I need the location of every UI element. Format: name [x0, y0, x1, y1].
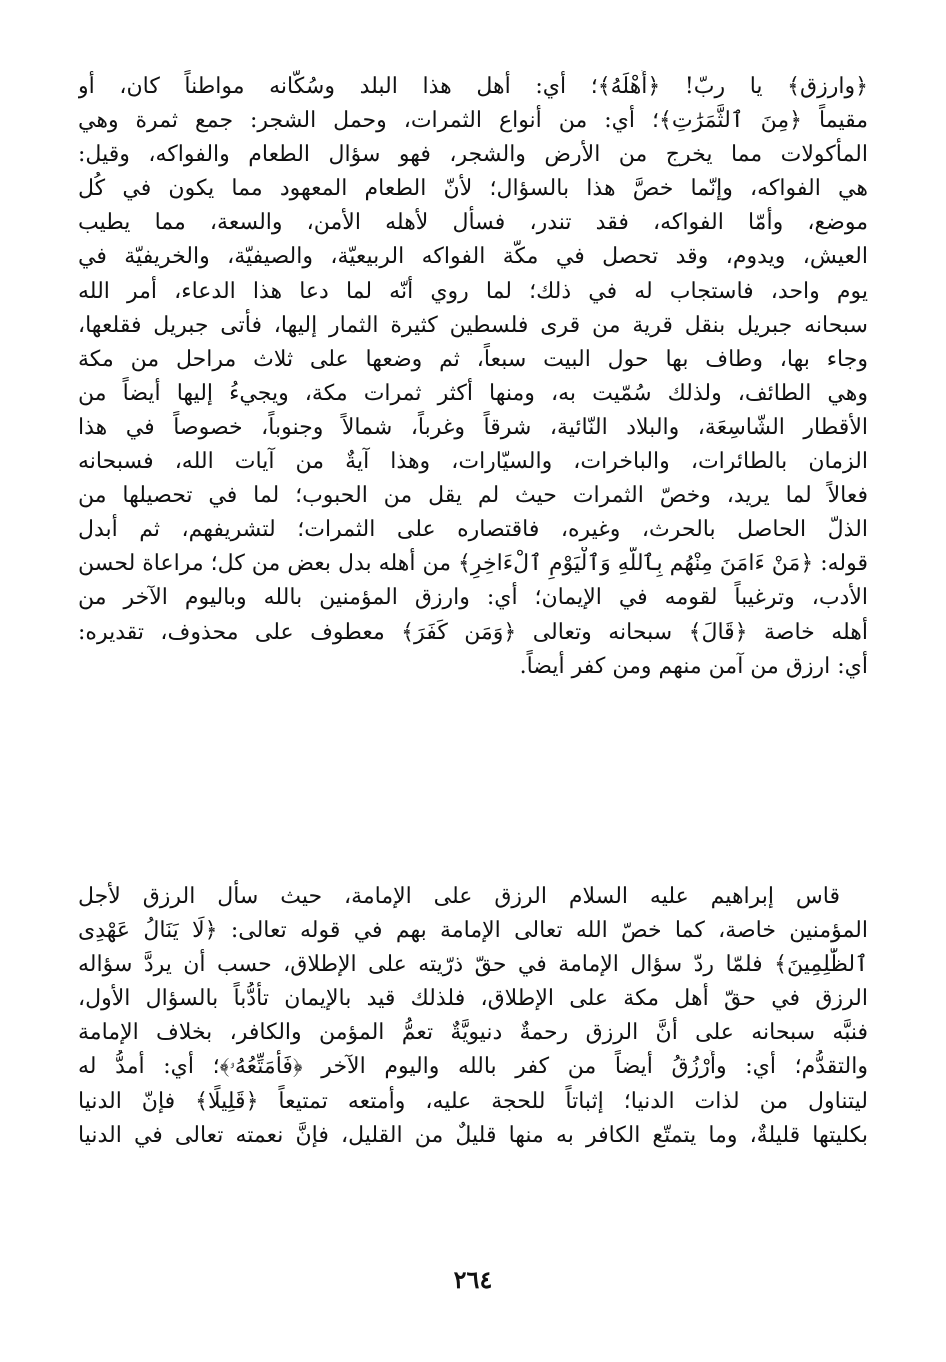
- paragraph-1: [78, 70, 868, 684]
- text-line: الرزق في حقّ أهل مكة على الإطلاق، فلذلك قيد بالإيمان تأدُّباً بالسؤال الأول،: [78, 986, 868, 1012]
- text-line: العيش، ويدوم، وقد تحصل في مكّة الفواكه الربيعيّة، والصيفيّة، والخريفيّة في: [78, 244, 868, 270]
- text-line: المؤمنين خاصة، كما خصّ الله تعالى الإمامة بهم في قوله تعالى: ﴿لَا يَنَالُ عَهْدِى: [78, 918, 868, 944]
- text-line: قوله: ﴿مَنْ ءَامَنَ مِنْهُم بِٱللَّهِ وَٱلْيَوْمِ ٱلْءَاخِرِ﴾ من أهله بدل بعض من كل؛ مراعاة لحسن: [78, 551, 868, 577]
- text-line: ٱلظَّٰلِمِينَ﴾ فلمّا ردّ سؤال الإمامة في حقّ ذرّيته على الإطلاق، حسب أن يردَّ سؤاله: [78, 952, 868, 978]
- text-line: أهله خاصة ﴿قَالَ﴾ سبحانه وتعالى ﴿وَمَن كَفَرَ﴾ معطوف على محذوف، تقديره:: [78, 619, 868, 645]
- text-line: قاس إبراهيم عليه السلام الرزق على الإمامة، حيث سأل الرزق لأجل: [78, 884, 840, 909]
- text-line: الأقطار الشّاسِعَة، والبلاد النّائية، شرقاً وغرباً، شمالاً وجنوباً، خصوصاً في هذا: [78, 414, 868, 440]
- text-line: وهي الطائف، ولذلك سُمّيت به، ومنها أكثر ثمرات مكة، ويجيءُ إليها أيضاً من: [78, 380, 868, 406]
- text-line: يوم واحد، فاستجاب له في ذلك؛ لما روي أنّه لما دعا هذا الدعاء، أمر الله: [78, 278, 868, 304]
- text-line: هي الفواكه، وإنّما خصَّ هذا بالسؤال؛ لأنّ الطعام المعهود مما يكون في كُل: [78, 176, 868, 202]
- text-line: أي: ارزق من آمن منهم ومن كفر أيضاً.: [519, 653, 868, 679]
- text-line: ليتناول من لذات الدنيا؛ إثباتاً للحجة عليه، وأمتعه تمتيعاً ﴿قَلِيلًا﴾ فإنّ الدنيا: [78, 1088, 868, 1114]
- text-line: الأدب، وترغيباً لقومه في الإيمان؛ أي: وارزق المؤمنين بالله وباليوم الآخر من: [78, 585, 868, 611]
- paragraph-2: [78, 880, 868, 1153]
- text-line: وجاء بها، وطاف بها حول البيت سبعاً، ثم وضعها على ثلاث مراحل من مكة: [78, 346, 868, 372]
- text-line: والتقدُّم؛ أي: وأَرْزُقُ أيضاً من كفر بالله واليوم الآخر ﴿فَأُمَتِّعُهُۥ﴾؛ أي: أمدُّ له: [78, 1054, 868, 1080]
- text-line: المأكولات مما يخرج من الأرض والشجر، فهو سؤال الطعام والفواكه، وقيل:: [78, 142, 868, 168]
- text-line: فنبَّه سبحانه على أنَّ الرزق رحمةٌ دنيويَّةٌ تعمُّ المؤمن والكافر، بخلاف الإمامة: [78, 1020, 868, 1046]
- text-line: مقيماً ﴿مِنَ ٱلثَّمَرَٰتِ﴾؛ أي: من أنواع الثمرات، وحمل الشجر: جمع ثمرة وهي: [78, 108, 868, 134]
- text-line: الذلّ الحاصل بالحرث، وغيره، فاقتصاره على الثمرات؛ لتشريفهم، ثم أبدل: [78, 517, 868, 543]
- text-line: سبحانه جبريل بنقل قرية من قرى فلسطين كثيرة الثمار إليها، فأتى جبريل فقلعها،: [78, 312, 868, 338]
- page-number: ٢٦٤: [453, 1265, 493, 1294]
- text-line: ﴿وارزق﴾ يا ربّ! ﴿أَهْلَهُ﴾؛ أي: أهل هذا البلد وسُكّانه مواطناً كان، أو: [78, 74, 868, 99]
- text-line: موضع، وأمّا الفواكه، فقد تندر، فسأل لأهله الأمن، والسعة، مما يطيب: [78, 210, 868, 236]
- text-line: فعالاً لما يريد، وخصّ الثمرات حيث لم يقل من الحبوب؛ لما في تحصيلها من: [78, 483, 868, 509]
- text-line: الزمان بالطائرات، والباخرات، والسيّارات، وهذا آيةٌ من آيات الله، فسبحانه: [78, 449, 868, 475]
- text-line: بكليتها قليلةٌ، وما يتمتّع الكافر به منها قليلٌ من القليل، فإنَّ نعمته تعالى في الدنيا: [78, 1122, 868, 1148]
